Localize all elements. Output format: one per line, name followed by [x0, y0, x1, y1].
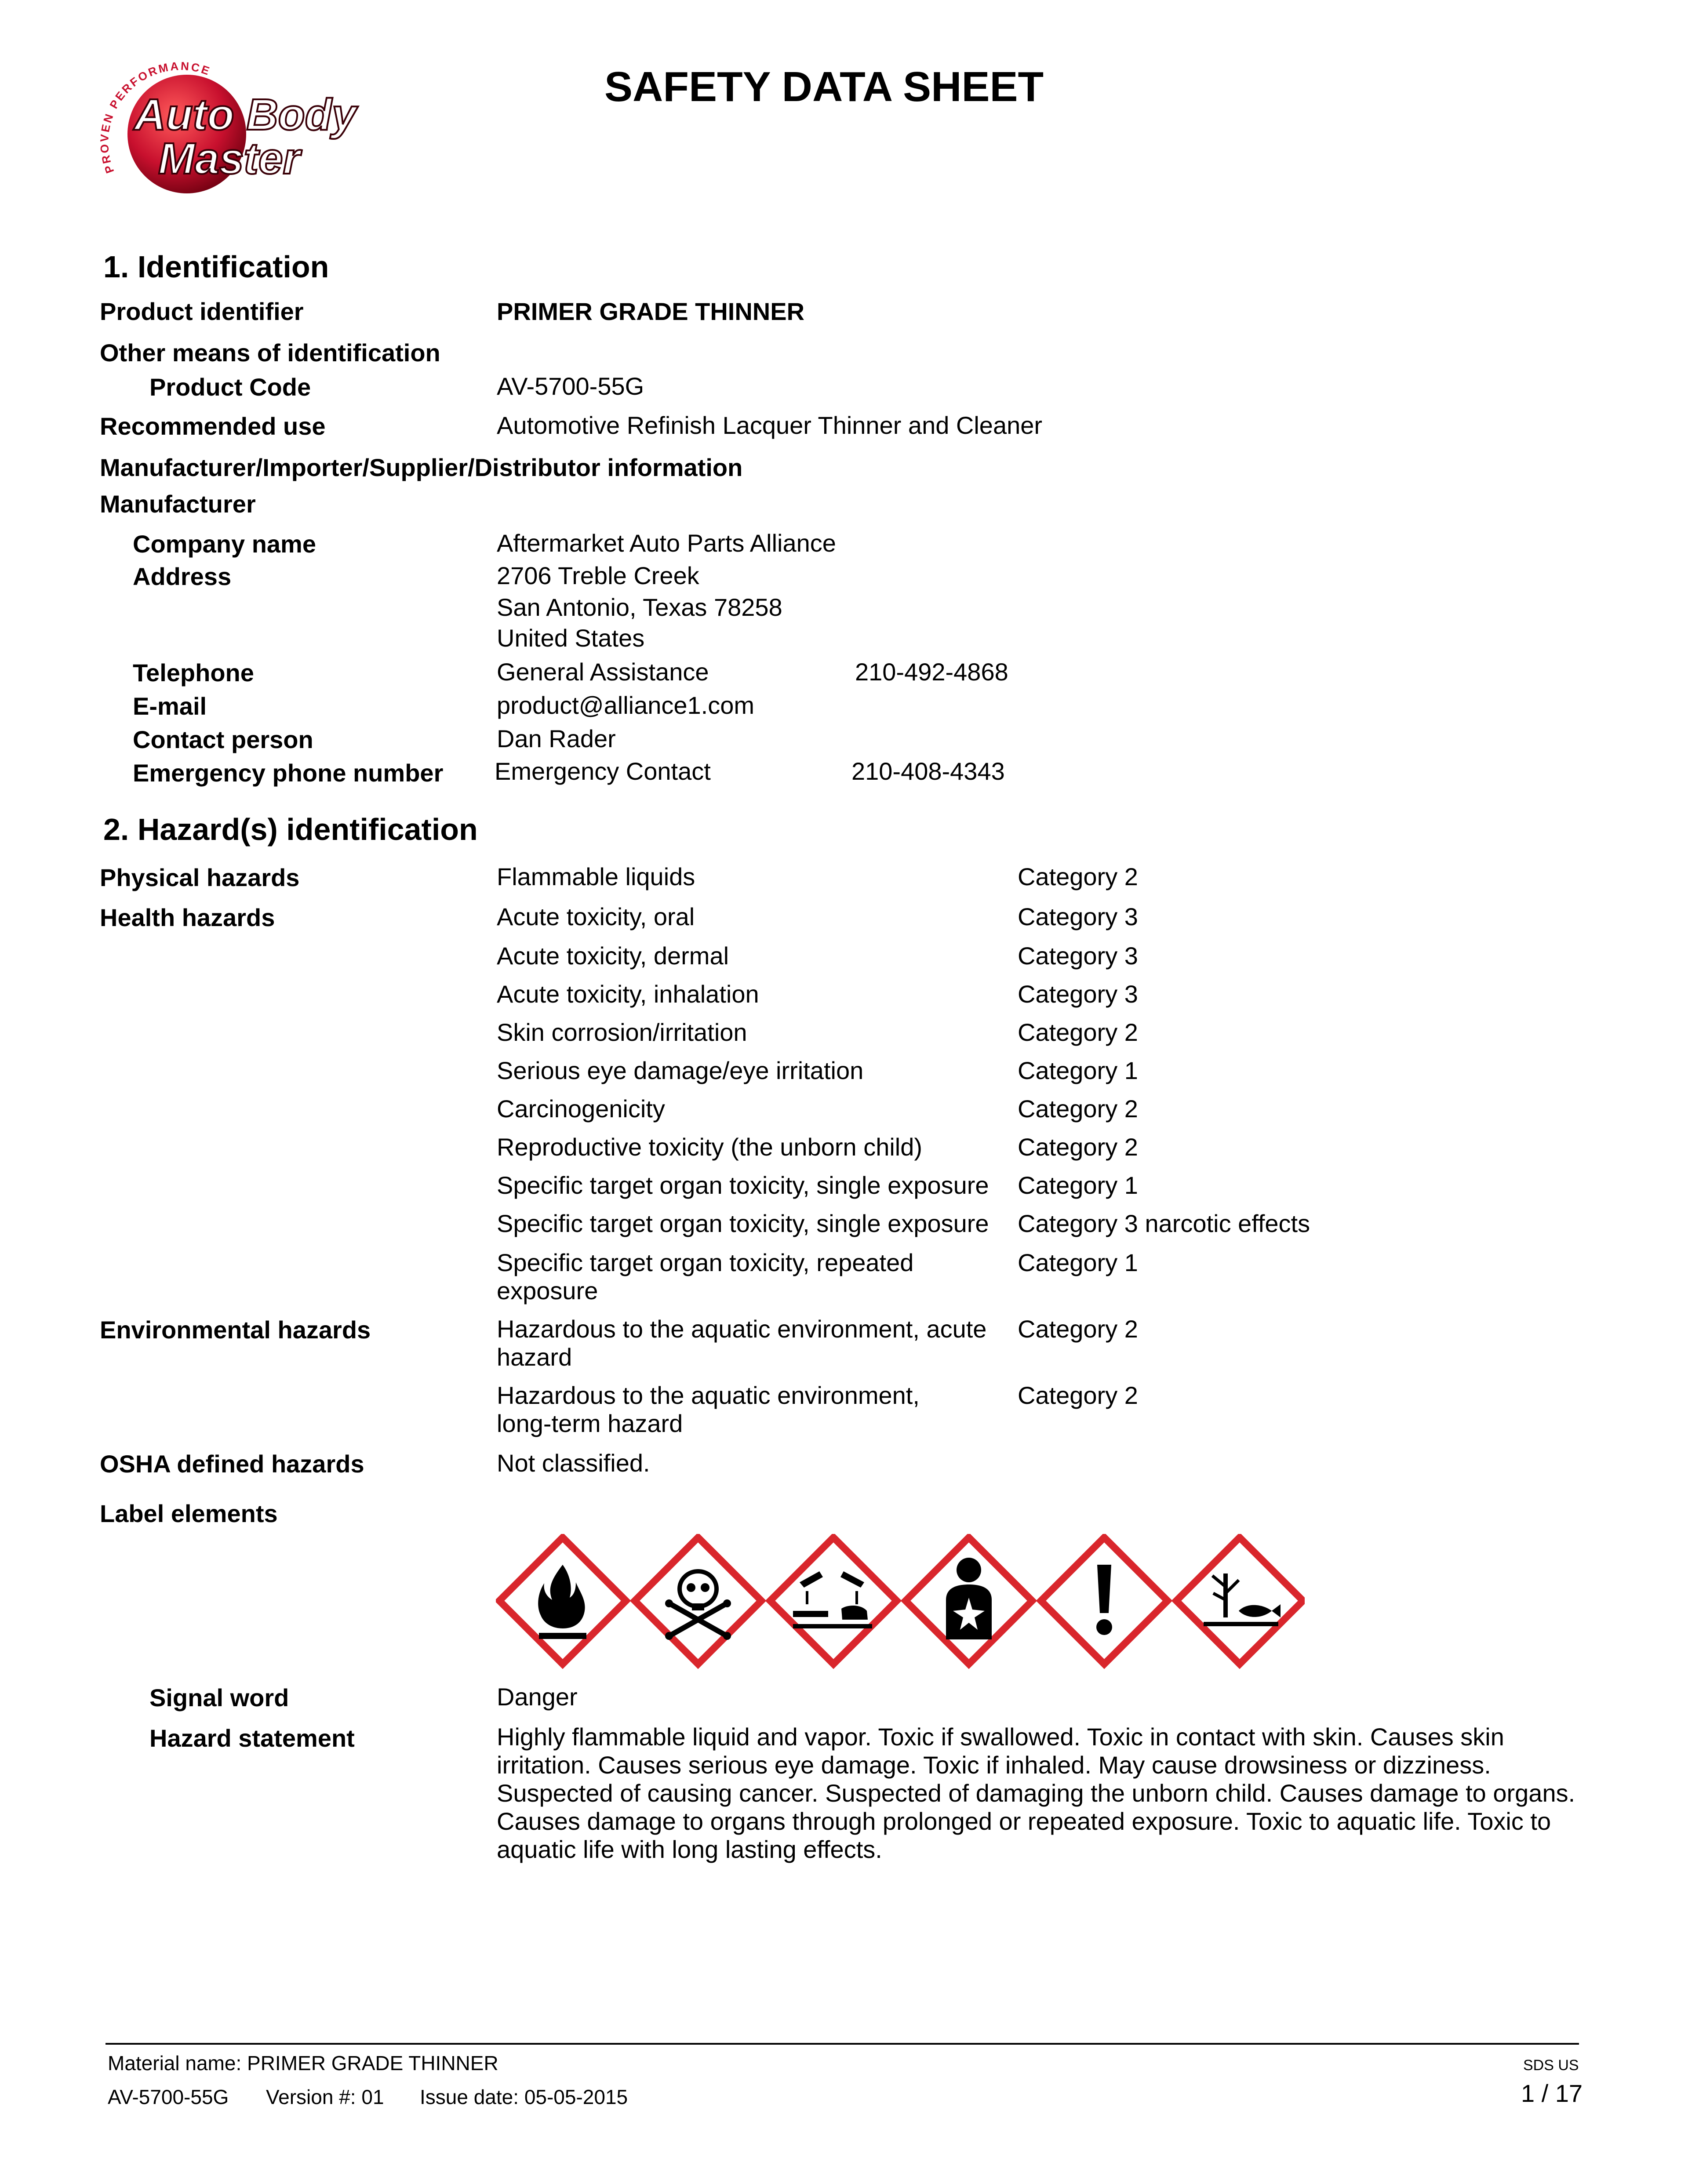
footer-page-number: 1 / 17	[1521, 2079, 1583, 2107]
hazard-name-cont: hazard	[497, 1343, 572, 1371]
hazard-category: Category 2	[1018, 863, 1138, 890]
address-label: Address	[133, 563, 232, 590]
corrosion-icon	[770, 1537, 897, 1664]
signal-word-value: Danger	[497, 1683, 578, 1711]
address-line1: 2706 Treble Creek	[497, 562, 699, 589]
osha-value: Not classified.	[497, 1449, 650, 1477]
hazard-category: Category 3	[1018, 980, 1138, 1008]
manufacturer-label: Manufacturer	[100, 490, 256, 518]
address-line3: United States	[497, 624, 645, 652]
hazard-name: Serious eye damage/eye irritation	[497, 1057, 864, 1084]
contact-person-value: Dan Rader	[497, 725, 616, 752]
product-code-value: AV-5700-55G	[497, 372, 644, 400]
footer-product-code: AV-5700-55G	[108, 2086, 229, 2108]
hazard-name: Specific target organ toxicity, repeated	[497, 1249, 914, 1276]
hazard-name: Acute toxicity, inhalation	[497, 980, 759, 1008]
hazard-name: Carcinogenicity	[497, 1095, 665, 1123]
logo-line1: Auto Body	[134, 90, 357, 139]
page-title: SAFETY DATA SHEET	[604, 63, 1044, 110]
emergency-number: 210-408-4343	[851, 757, 1005, 785]
section1-heading: 1. Identification	[103, 250, 329, 284]
company-name-label: Company name	[133, 530, 316, 558]
hazard-name-cont: exposure	[497, 1277, 598, 1305]
hazard-category: Category 2	[1018, 1315, 1138, 1343]
hazard-name: Specific target organ toxicity, single exposure	[497, 1210, 989, 1237]
physical-hazards-label: Physical hazards	[100, 864, 300, 891]
address-line2: San Antonio, Texas 78258	[497, 593, 782, 621]
contact-person-label: Contact person	[133, 726, 313, 753]
telephone-number: 210-492-4868	[855, 658, 1008, 686]
emergency-label: Emergency phone number	[133, 759, 444, 787]
product-code-label: Product Code	[149, 373, 311, 401]
product-identifier-label: Product identifier	[100, 298, 304, 325]
hazard-name: Acute toxicity, oral	[497, 903, 695, 930]
hazard-category: Category 3 narcotic effects	[1018, 1210, 1310, 1237]
hazard-name: Hazardous to the aquatic environment, acute	[497, 1315, 987, 1343]
other-means-label: Other means of identification	[100, 339, 440, 367]
hazard-name: Skin corrosion/irritation	[497, 1018, 747, 1046]
flame-icon	[499, 1537, 626, 1664]
footer-divider	[106, 2043, 1579, 2045]
recommended-use-label: Recommended use	[100, 412, 326, 440]
telephone-desc: General Assistance	[497, 658, 709, 686]
signal-word-label: Signal word	[149, 1684, 289, 1712]
skull-crossbones-icon	[635, 1537, 761, 1664]
hazard-category: Category 2	[1018, 1018, 1138, 1046]
hazard-category: Category 2	[1018, 1381, 1138, 1409]
email-value: product@alliance1.com	[497, 691, 755, 719]
telephone-label: Telephone	[133, 659, 254, 687]
hazard-name: Reproductive toxicity (the unborn child)	[497, 1133, 923, 1161]
hazard-category: Category 3	[1018, 903, 1138, 930]
health-hazards-label: Health hazards	[100, 904, 275, 931]
hazard-name: Flammable liquids	[497, 863, 695, 890]
footer-sds-region: SDS US	[1523, 2057, 1579, 2074]
hazard-category: Category 1	[1018, 1057, 1138, 1084]
hazard-category: Category 1	[1018, 1171, 1138, 1199]
brand-logo	[97, 57, 400, 198]
hazard-statement-label: Hazard statement	[149, 1724, 355, 1752]
logo-line2: Master	[158, 134, 300, 183]
hazard-category: Category 2	[1018, 1133, 1138, 1161]
footer-material-name: Material name: PRIMER GRADE THINNER	[108, 2052, 498, 2075]
hazard-name: Hazardous to the aquatic environment,	[497, 1381, 920, 1409]
health-hazard-icon	[906, 1537, 1032, 1664]
pictograms	[496, 1534, 1305, 1670]
hazard-category: Category 3	[1018, 942, 1138, 970]
pictogram-row	[496, 1534, 1305, 1670]
hazard-statement-value: Highly flammable liquid and vapor. Toxic if swallowed. Toxic in contact with skin. Causes skin irritation. Causes serious eye damage. Toxic if inhaled. May cause drowsiness or dizziness. Suspected of causing cancer. Suspected of damaging the unborn child. Causes damage to organs. Causes damage to organs through prolonged or repeated exposure. Toxic to aquatic life. Toxic to aquatic life with long lasting effects.	[497, 1723, 1575, 1863]
hazard-name: Specific target organ toxicity, single exposure	[497, 1171, 989, 1199]
section2-heading: 2. Hazard(s) identification	[103, 812, 478, 847]
hazard-category: Category 2	[1018, 1095, 1138, 1123]
hazard-category: Category 1	[1018, 1249, 1138, 1276]
footer-issue-date: Issue date: 05-05-2015	[420, 2086, 628, 2108]
logo-graphic	[97, 57, 400, 198]
recommended-use-value: Automotive Refinish Lacquer Thinner and Cleaner	[497, 411, 1043, 439]
email-label: E-mail	[133, 692, 207, 720]
mfr-info-label: Manufacturer/Importer/Supplier/Distributor information	[100, 454, 743, 481]
label-elements-label: Label elements	[100, 1500, 278, 1527]
hazard-name-cont: long-term hazard	[497, 1410, 683, 1437]
osha-label: OSHA defined hazards	[100, 1450, 364, 1478]
footer-version: Version #: 01	[266, 2086, 384, 2108]
environmental-hazards-label: Environmental hazards	[100, 1316, 371, 1344]
hazard-name: Acute toxicity, dermal	[497, 942, 729, 970]
environment-icon	[1176, 1537, 1303, 1664]
logo-arc-text: PROVEN PERFORMANCE	[97, 59, 213, 175]
exclamation-icon	[1041, 1537, 1168, 1664]
product-identifier-value: PRIMER GRADE THINNER	[497, 298, 805, 325]
emergency-desc: Emergency Contact	[495, 757, 711, 785]
company-name-value: Aftermarket Auto Parts Alliance	[497, 529, 836, 557]
